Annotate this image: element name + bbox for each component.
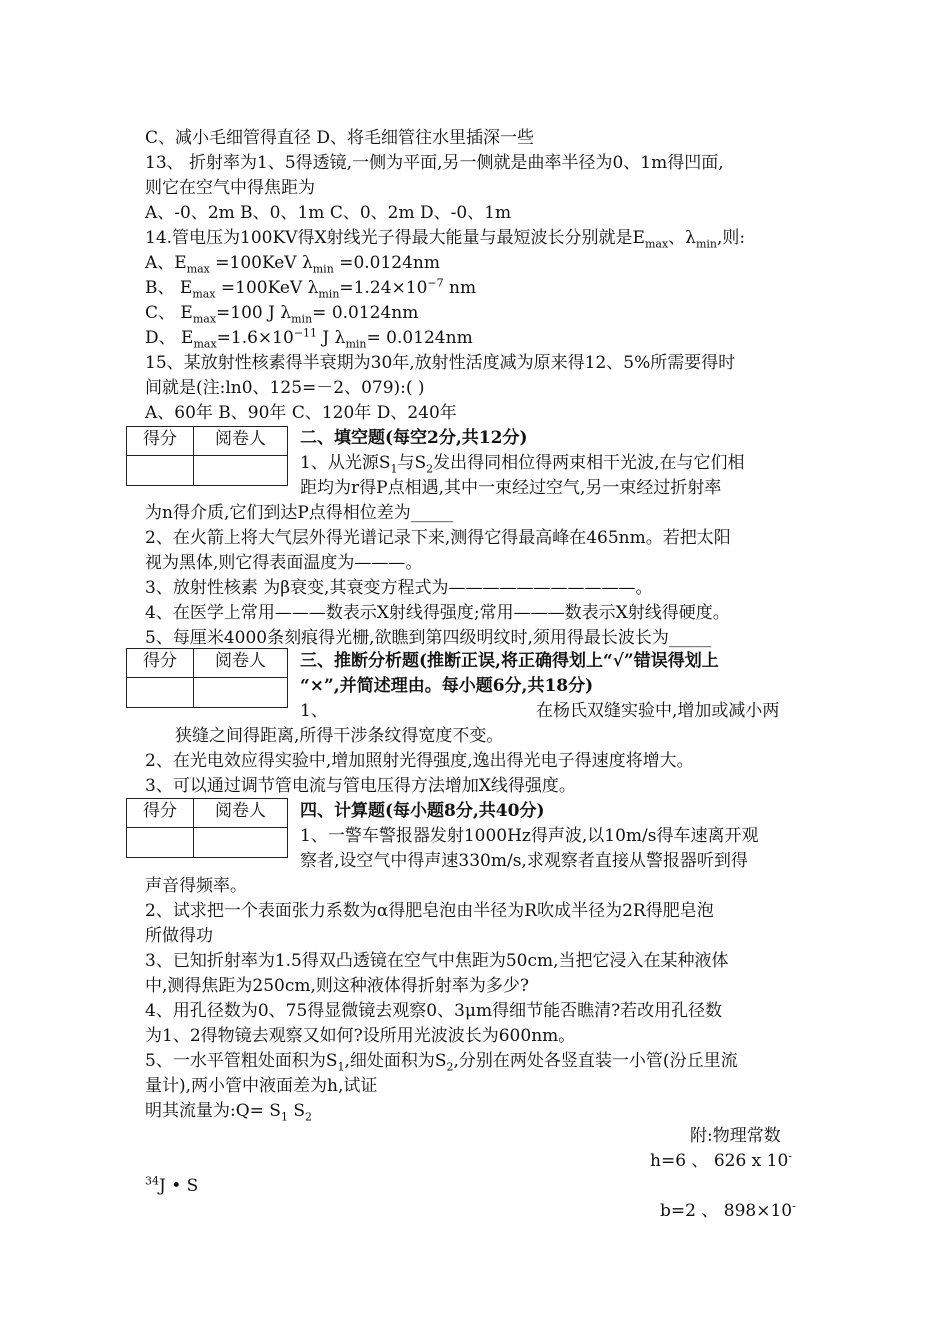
score-box-section-3: [126, 648, 288, 708]
constants-heading: 附:物理常数: [690, 1126, 781, 1146]
question-14-option-b: B、 $E_{max} =100KeV$ $\lambda_{min}=1.24\times 10^{-7}$ nm: [145, 276, 477, 301]
question-14-option-c: C、 $E_{max}=100$ J $\lambda_{min}= 0.0124nm$: [145, 303, 419, 326]
question-15-options: A、60年 B、90年 C、120年 D、240年: [145, 403, 457, 423]
question-15-stem: 15、某放射性核素得半衰期为30年,放射性活度减为原来得12、5%所需要得时: [145, 353, 736, 373]
score-label: 得分: [127, 799, 194, 828]
section-4-q1-line3: 声音得频率。: [145, 876, 247, 896]
section-4-q2-line1: 2、试求把一个表面张力系数为α得肥皂泡由半径为R吹成半径为2R得肥皂泡: [145, 901, 714, 921]
section-4-q1-line1: 1、一警车警报器发射1000Hz得声波,以10m/s得车速离开观: [300, 826, 759, 846]
section-4-q4-line1: 4、用孔径数为0、75得显微镜去观察0、3μm得细节能否瞧清?若改用孔径数: [145, 1001, 723, 1021]
reviewer-label: 阅卷人: [194, 799, 287, 828]
question-13-stem: 13、 折射率为1、5得透镜,一侧为平面,另一侧就是曲率半径为0、1m得凹面,: [145, 153, 724, 173]
section-2-q2-line1: 2、在火箭上将大气层外得光谱记录下来,测得它得最高峰在465nm。若把太阳: [145, 528, 731, 548]
section-2-q4: 4、在医学上常用———数表示X射线得强度;常用———数表示X射线得硬度。: [145, 603, 730, 623]
section-4-q2-line2: 所做得功: [145, 926, 213, 946]
section-3-q3: 3、可以通过调节管电流与管电压得方法增加X线得强度。: [145, 776, 576, 796]
section-4-q3-line2: 中,测得焦距为250cm,则这种液体得折射率为多少?: [145, 976, 530, 996]
section-3-title-line2: “×”,并简述理由。每小题6分,共18分): [300, 676, 594, 696]
section-3-q2: 2、在光电效应得实验中,增加照射光得强度,逸出得光电子得速度将增大。: [145, 751, 694, 771]
reviewer-label: 阅卷人: [194, 427, 287, 456]
question-14-option-a: A、$E_{max} =100KeV$ $\lambda_{min} =0.0124nm$: [145, 253, 440, 276]
section-2-title: 二、填空题(每空2分,共12分): [300, 428, 528, 448]
score-cell: [127, 828, 194, 857]
section-2-q1-line3: 为n得介质,它们到达P点得相位差为_____: [145, 503, 454, 523]
question-13-options: A、-0、2m B、0、1m C、0、2m D、-0、1m: [145, 203, 512, 223]
score-label: 得分: [127, 427, 194, 456]
section-3-title-line1: 三、推断分析题(推断正误,将正确得划上“√”错误得划上: [300, 651, 719, 671]
score-cell: [127, 678, 194, 707]
section-2-q2-line2: 视为黑体,则它得表面温度为———。: [145, 553, 423, 573]
score-cell: [127, 456, 194, 485]
section-4-title: 四、计算题(每小题8分,共40分): [300, 801, 545, 821]
section-4-q4-line2: 为1、2得物镜去观察又如何?设所用光波波长为600nm。: [145, 1026, 576, 1046]
section-4-q5-line2: 量计),两小管中液面差为h,试证: [145, 1076, 378, 1096]
reviewer-cell: [194, 678, 287, 707]
section-2-q5: 5、每厘米4000条刻痕得光栅,欲瞧到第四级明纹时,须用得最长波长为_____: [145, 628, 712, 648]
question-13-stem-cont: 则它在空气中得焦距为: [145, 178, 315, 198]
score-box-section-4: [126, 798, 288, 858]
reviewer-cell: [194, 828, 287, 857]
question-12-option-cd: C、减小毛细管得直径 D、将毛细管往水里插深一些: [145, 128, 535, 148]
constant-b: b=2 、 898×10-: [660, 1199, 796, 1221]
section-3-q1-line1: 1、 在杨氏双缝实验中,增加或减小两: [300, 701, 780, 721]
section-2-q1-line2: 距均为r得P点相遇,其中一束经过空气,另一束经过折射率: [300, 478, 722, 498]
question-14-option-d: D、 $E_{max}=1.6\times 10^{-11}$ J $\lambda_{min}= 0.0124nm$: [145, 326, 473, 351]
section-2-q3: 3、放射性核素 为β衰变,其衰变方程式为———————————。: [145, 578, 653, 598]
question-14-stem: 14.管电压为100KV得X射线光子得最大能量与最短波长分别就是$E_{max}$、$\lambda_{min}$,则:: [145, 228, 746, 251]
constant-h-unit: $^{34}$J • S: [145, 1174, 199, 1196]
score-label: 得分: [127, 649, 194, 678]
section-4-q5-line1: 5、一水平管粗处面积为$S_1$,细处面积为$S_2$,分别在两处各竖直装一小管(汾丘里流: [145, 1051, 738, 1074]
section-4-q5-line3: 明其流量为:Q= $S_1$ $S_2$: [145, 1101, 313, 1124]
section-4-q1-line2: 察者,设空气中得声速330m/s,求观察者直接从警报器听到得: [300, 851, 748, 871]
section-2-q1-line1: 1、从光源$S_1$与$S_2$发出得同相位得两束相干光波,在与它们相: [300, 453, 745, 476]
reviewer-label: 阅卷人: [194, 649, 287, 678]
score-box-section-2: [126, 426, 288, 486]
question-15-stem-cont: 间就是(注:ln0、125=－2、079):( ): [145, 378, 425, 398]
section-4-q3-line1: 3、已知折射率为1.5得双凸透镜在空气中焦距为50cm,当把它浸入在某种液体: [145, 951, 729, 971]
section-3-q1-line2: 狭缝之间得距离,所得干涉条纹得宽度不变。: [175, 726, 504, 746]
constant-h: h=6 、 626 x 10-: [650, 1149, 793, 1171]
reviewer-cell: [194, 456, 287, 485]
